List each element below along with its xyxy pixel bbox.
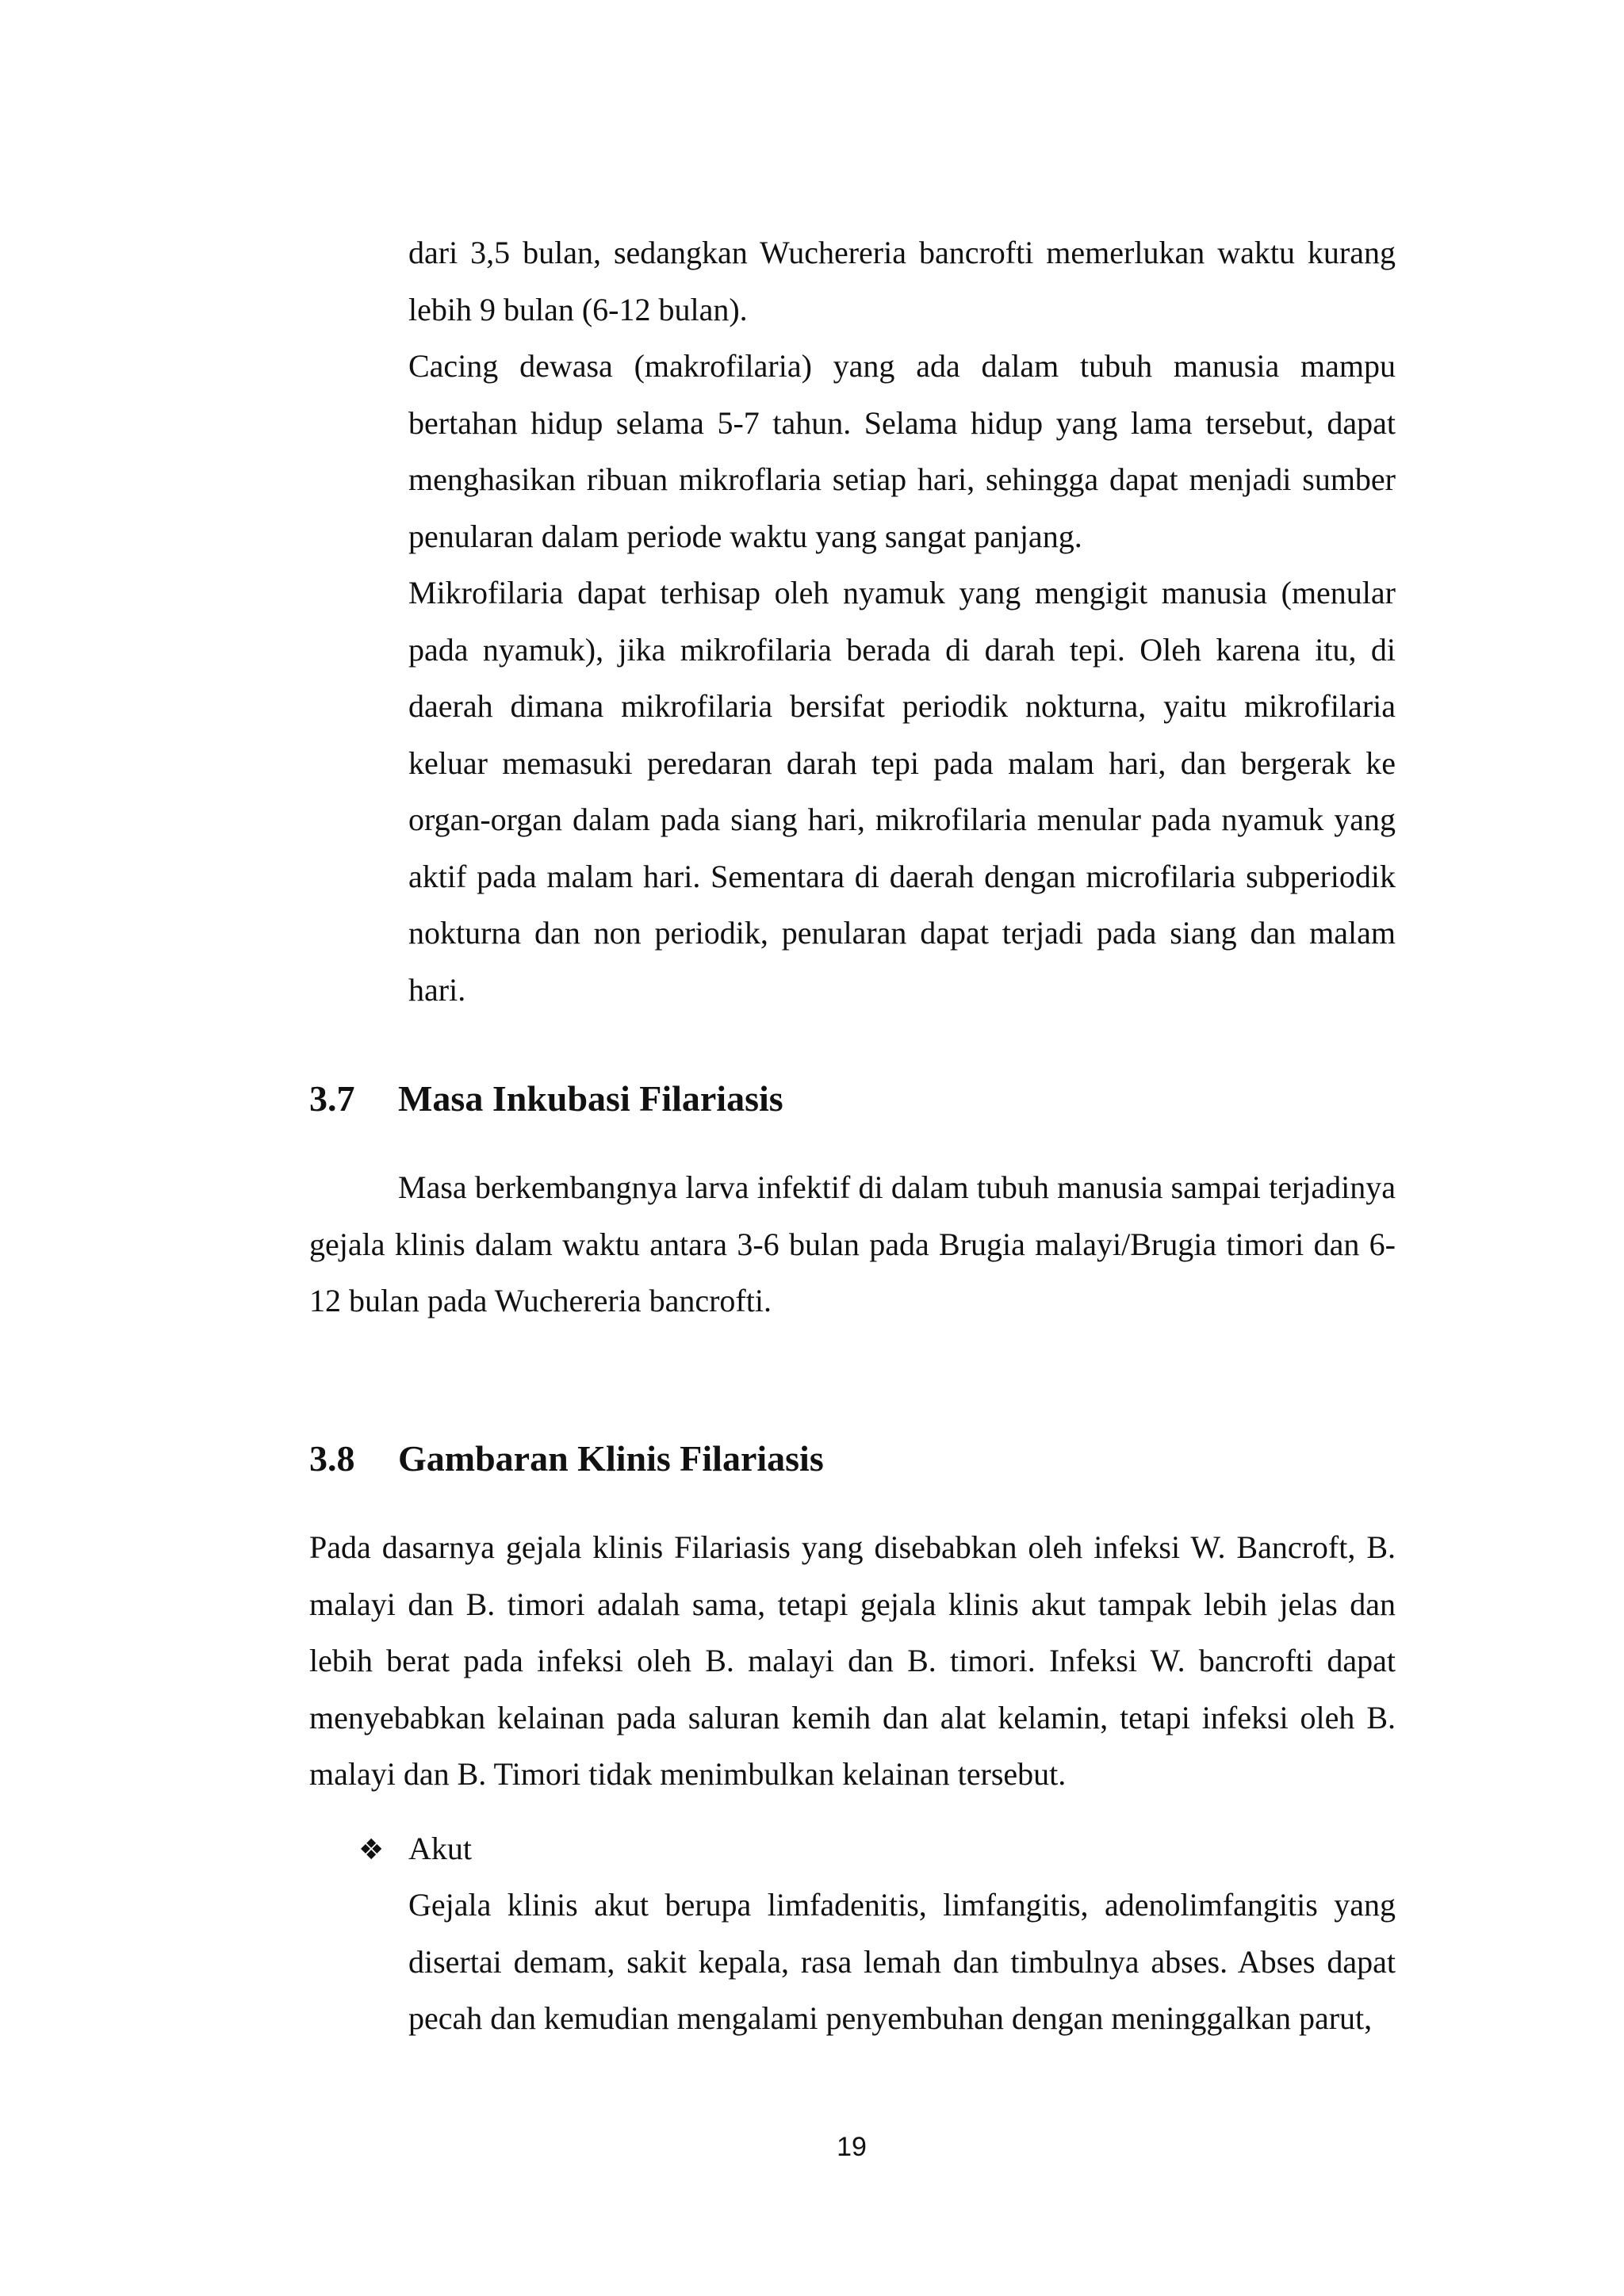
- section-number: 3.7: [309, 1078, 355, 1119]
- section-heading-3-7: [309, 1075, 783, 1123]
- page-number: 19: [837, 2132, 867, 2162]
- section-title: Gambaran Klinis Filariasis: [398, 1438, 824, 1479]
- section-3-8-body: [309, 1519, 1396, 1803]
- section-number: 3.8: [309, 1438, 355, 1479]
- paragraph-adult-worm-lifespan: Cacing dewasa (makrofilaria) yang ada dalam tubuh manusia mampu bertahan hidup selama 5-7 tahun. Selama hidup yang lama tersebut, dapat menghasikan ribuan mikroflaria setiap hari, sehingga dapat menjadi sumber penularan dalam periode waktu yang sangat panjang.: [408, 348, 1396, 554]
- paragraph-maturation-time: dari 3,5 bulan, sedangkan Wuchereria bancrofti memerlukan waktu kurang lebih 9 bulan (6-12 bulan).: [408, 235, 1396, 327]
- paragraph-clinical-overview: Pada dasarnya gejala klinis Filariasis yang disebabkan oleh infeksi W. Bancroft, B. malayi dan B. timori adalah sama, tetapi gejala klinis akut tampak lebih jelas dan lebih berat pada infeksi oleh B. malayi dan B. timori. Infeksi W. bancrofti dapat menyebabkan kelainan pada saluran kemih dan alat kelamin, tetapi infeksi oleh B. malayi dan B. Timori tidak menimbulkan kelainan tersebut.: [309, 1529, 1396, 1792]
- paragraph-acute-symptoms: Gejala klinis akut berupa limfadenitis, limfangitis, adenolimfangitis yang disertai demam, sakit kepala, rasa lemah dan timbulnya abses. Abses dapat pecah dan kemudian mengalami penyembuhan dengan meninggalkan parut,: [408, 1887, 1396, 2036]
- continuation-text: [408, 224, 1396, 1018]
- diamond-bullet-icon: ❖: [358, 1834, 385, 1866]
- section-title: Masa Inkubasi Filariasis: [398, 1078, 783, 1119]
- section-3-7-body: [309, 1159, 1396, 1330]
- paragraph-microfilaria-transmission: Mikrofilaria dapat terhisap oleh nyamuk yang mengigit manusia (menular pada nyamuk), jika mikrofilaria berada di darah tepi. Oleh karena itu, di daerah dimana mikrofilaria bersifat periodik nokturna, yaitu mikrofilaria keluar memasuki peredaran darah tepi pada malam hari, dan bergerak ke organ-organ dalam pada siang hari, mikrofilaria menular pada nyamuk yang aktif pada malam hari. Sementara di daerah dengan microfilaria subperiodik nokturna dan non periodik, penularan dapat terjadi pada siang dan malam hari.: [408, 575, 1396, 1008]
- bullet-label: Akut: [408, 1831, 472, 1866]
- bullet-akut-body: [408, 1877, 1396, 2047]
- paragraph-incubation: Masa berkembangnya larva infektif di dalam tubuh manusia sampai terjadinya gejala klinis dalam waktu antara 3-6 bulan pada Brugia malayi/Brugia timori dan 6-12 bulan pada Wuchereria bancrofti.: [309, 1169, 1396, 1318]
- section-heading-3-8: [309, 1435, 824, 1483]
- bullet-akut: [358, 1820, 472, 1879]
